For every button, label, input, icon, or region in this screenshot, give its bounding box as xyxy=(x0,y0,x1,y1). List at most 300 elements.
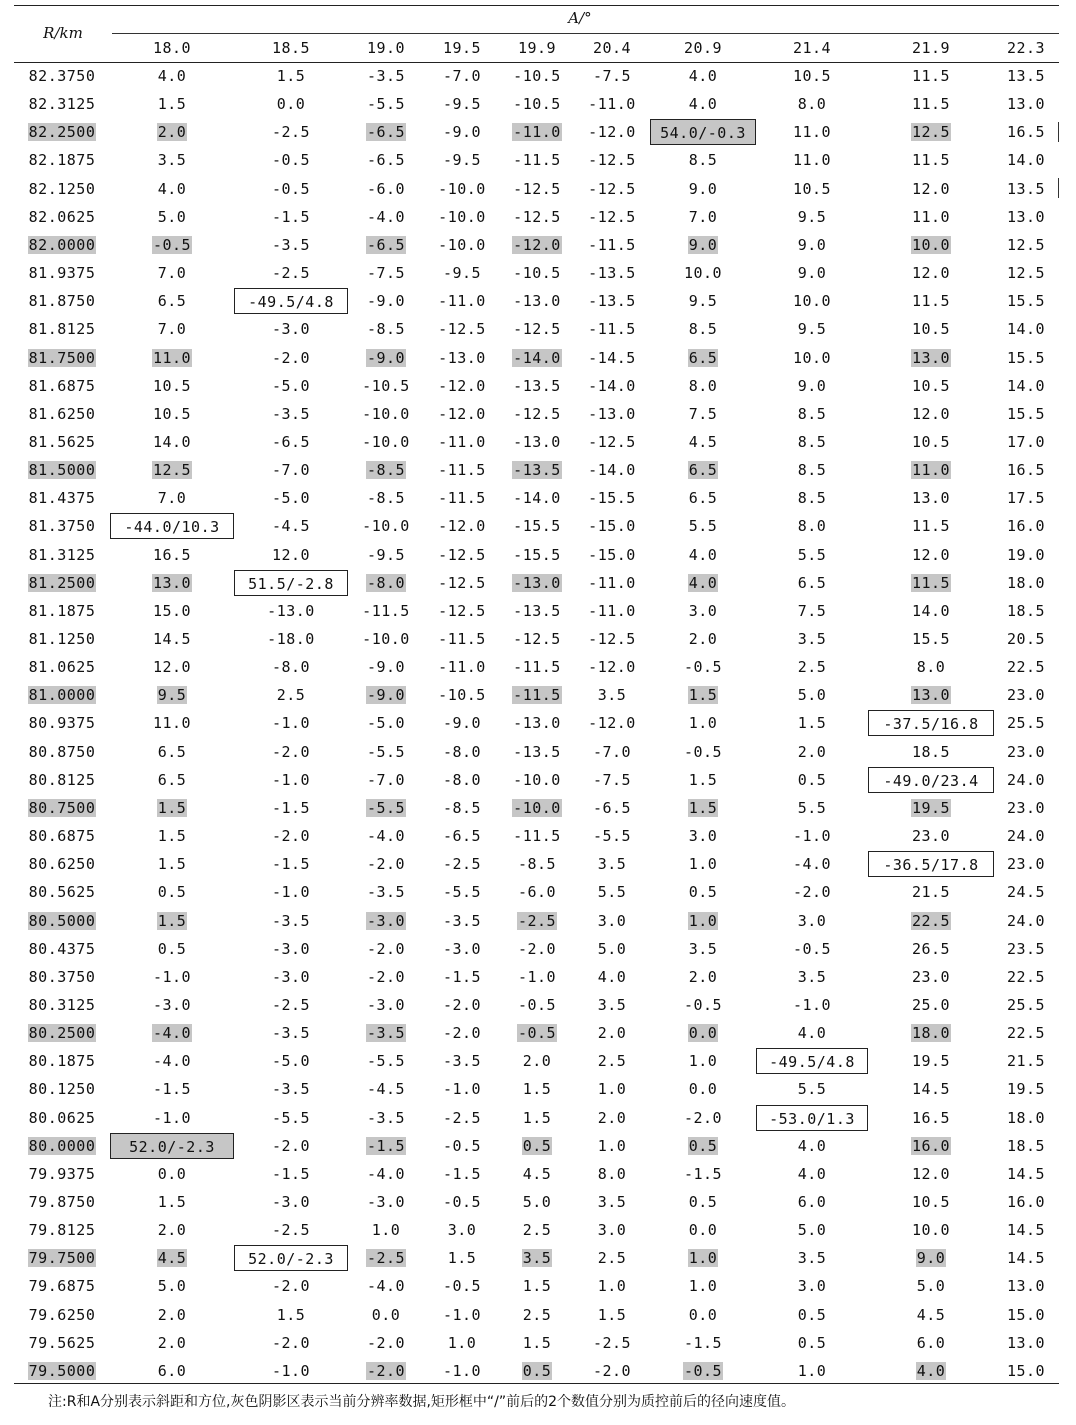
range-value: 82.1250 xyxy=(28,179,96,198)
velocity-value: -12.5 xyxy=(588,432,636,451)
velocity-value: -13.5 xyxy=(513,461,561,480)
velocity-cell xyxy=(981,878,1071,906)
velocity-value: -6.5 xyxy=(592,798,632,817)
velocity-cell xyxy=(567,1104,657,1132)
velocity-cell xyxy=(886,372,976,400)
velocity-cell xyxy=(658,878,748,906)
velocity-value: -1.0 xyxy=(442,1080,482,1099)
velocity-value: 1.5 xyxy=(797,714,827,733)
velocity-value: -2.5 xyxy=(442,855,482,874)
velocity-cell xyxy=(981,1047,1071,1075)
velocity-value: 3.5 xyxy=(797,1249,827,1268)
velocity-value: 1.0 xyxy=(447,1333,477,1352)
velocity-cell xyxy=(246,175,336,203)
velocity-value: 2.5 xyxy=(522,1221,552,1240)
velocity-value: -10.0 xyxy=(362,432,410,451)
range-value: 80.6250 xyxy=(28,855,96,874)
velocity-value: -5.0 xyxy=(366,714,406,733)
velocity-value: 1.5 xyxy=(522,1080,552,1099)
velocity-value: 22.5 xyxy=(1006,658,1046,677)
velocity-cell xyxy=(567,991,657,1019)
velocity-value: 12.0 xyxy=(911,179,951,198)
velocity-cell xyxy=(981,1301,1071,1329)
velocity-value: 18.5 xyxy=(1006,601,1046,620)
velocity-value: -1.0 xyxy=(792,827,832,846)
velocity-cell xyxy=(127,878,217,906)
velocity-value: 4.0 xyxy=(797,1024,827,1043)
velocity-value: -5.0 xyxy=(271,1052,311,1071)
velocity-cell xyxy=(981,1216,1071,1244)
velocity-value: 6.5 xyxy=(688,461,718,480)
velocity-value: 16.5 xyxy=(1006,123,1046,142)
velocity-value: -1.5 xyxy=(442,1164,482,1183)
velocity-value: 13.0 xyxy=(1006,207,1046,226)
velocity-value: -15.0 xyxy=(588,545,636,564)
range-value: 81.6875 xyxy=(28,376,96,395)
velocity-cell xyxy=(246,231,336,259)
velocity-cell xyxy=(658,1104,748,1132)
velocity-cell xyxy=(127,400,217,428)
velocity-value: 13.0 xyxy=(911,686,951,705)
range-cell xyxy=(14,400,110,428)
velocity-cell xyxy=(767,287,857,315)
range-cell xyxy=(14,991,110,1019)
velocity-value: -2.0 xyxy=(366,967,406,986)
velocity-value: 1.0 xyxy=(597,1277,627,1296)
range-value: 81.0625 xyxy=(28,658,96,677)
velocity-cell xyxy=(246,1272,336,1300)
velocity-value: 5.0 xyxy=(157,207,187,226)
velocity-cell xyxy=(567,1160,657,1188)
velocity-cell xyxy=(246,653,336,681)
velocity-value: -13.0 xyxy=(438,348,486,367)
velocity-value: -3.5 xyxy=(366,67,406,85)
velocity-value: 3.0 xyxy=(597,1221,627,1240)
range-value: 81.7500 xyxy=(28,348,96,367)
range-value: 81.0000 xyxy=(28,686,96,705)
velocity-value: -13.5 xyxy=(513,742,561,761)
velocity-value: -0.5 xyxy=(683,742,723,761)
range-cell xyxy=(14,146,110,174)
range-cell xyxy=(14,935,110,963)
velocity-value: -5.5 xyxy=(442,883,482,902)
velocity-cell xyxy=(658,1272,748,1300)
velocity-value: 11.0 xyxy=(152,348,192,367)
velocity-cell xyxy=(767,344,857,372)
velocity-cell xyxy=(567,738,657,766)
range-value: 81.3750 xyxy=(28,517,96,536)
velocity-cell xyxy=(981,1244,1071,1272)
velocity-cell xyxy=(981,259,1071,287)
velocity-cell xyxy=(767,146,857,174)
velocity-value: -6.5 xyxy=(366,123,406,142)
velocity-value: -6.5 xyxy=(271,432,311,451)
velocity-value: 4.0 xyxy=(688,545,718,564)
velocity-value: 3.5 xyxy=(597,686,627,705)
row-header-label: R/km xyxy=(43,24,83,42)
velocity-value: 9.5 xyxy=(157,686,187,705)
range-cell xyxy=(14,907,110,935)
velocity-cell xyxy=(886,315,976,343)
velocity-value: 8.5 xyxy=(688,151,718,170)
velocity-value: -4.0 xyxy=(366,1277,406,1296)
velocity-value: 4.0 xyxy=(797,1164,827,1183)
velocity-cell xyxy=(658,766,748,794)
velocity-value: -12.0 xyxy=(438,404,486,423)
range-value: 82.1875 xyxy=(28,151,96,170)
velocity-cell xyxy=(767,1357,857,1385)
velocity-value: 19.5 xyxy=(911,798,951,817)
velocity-value: -0.5 xyxy=(442,1193,482,1211)
velocity-cell xyxy=(767,822,857,850)
velocity-cell xyxy=(246,878,336,906)
velocity-value: 2.5 xyxy=(597,1249,627,1268)
velocity-value: 0.0 xyxy=(371,1305,401,1324)
velocity-value: 0.0 xyxy=(688,1305,718,1324)
column-group-label: A/° xyxy=(568,9,592,27)
velocity-cell xyxy=(127,1188,217,1216)
velocity-value: 4.0 xyxy=(916,1361,946,1380)
velocity-cell xyxy=(127,259,217,287)
range-cell xyxy=(14,878,110,906)
velocity-cell xyxy=(246,484,336,512)
velocity-value: 2.0 xyxy=(597,1108,627,1127)
velocity-cell xyxy=(246,681,336,709)
velocity-value: -3.5 xyxy=(366,1108,406,1127)
velocity-value: 4.0 xyxy=(157,179,187,198)
velocity-cell xyxy=(767,541,857,569)
velocity-cell xyxy=(981,1104,1071,1132)
velocity-value: 1.5 xyxy=(157,95,187,114)
velocity-value: -2.5 xyxy=(271,995,311,1014)
velocity-value: 15.5 xyxy=(1006,404,1046,423)
velocity-value: 18.5 xyxy=(1006,1136,1046,1155)
velocity-cell xyxy=(567,1019,657,1047)
velocity-value: -1.5 xyxy=(366,1136,406,1155)
velocity-value: 11.0 xyxy=(911,207,951,226)
velocity-value: -5.0 xyxy=(271,376,311,395)
velocity-cell xyxy=(567,231,657,259)
velocity-value: -2.0 xyxy=(442,1024,482,1043)
velocity-cell xyxy=(246,259,336,287)
velocity-cell xyxy=(127,794,217,822)
velocity-value: -3.5 xyxy=(271,1024,311,1043)
velocity-value: 3.5 xyxy=(157,151,187,170)
velocity-value: -11.0 xyxy=(588,573,636,592)
velocity-cell xyxy=(658,456,748,484)
velocity-cell xyxy=(127,287,217,315)
velocity-value: 12.5 xyxy=(1006,264,1046,283)
velocity-value: 5.0 xyxy=(797,686,827,705)
range-cell xyxy=(14,118,110,146)
velocity-value: 1.5 xyxy=(276,67,306,85)
velocity-value: -11.5 xyxy=(438,630,486,648)
velocity-value: -12.0 xyxy=(438,376,486,395)
velocity-value: 3.5 xyxy=(597,855,627,874)
velocity-cell xyxy=(886,1301,976,1329)
velocity-cell xyxy=(886,484,976,512)
range-cell xyxy=(14,1075,110,1103)
velocity-value: -11.0 xyxy=(438,292,486,311)
range-cell xyxy=(14,1104,110,1132)
velocity-value: 26.5 xyxy=(911,939,951,958)
velocity-cell xyxy=(127,709,217,737)
range-value: 79.5625 xyxy=(28,1333,96,1352)
range-cell xyxy=(14,1047,110,1075)
velocity-cell xyxy=(886,287,976,315)
velocity-cell xyxy=(567,62,657,90)
velocity-value: -12.5 xyxy=(438,545,486,564)
velocity-cell xyxy=(767,991,857,1019)
velocity-cell xyxy=(246,344,336,372)
range-value: 82.0625 xyxy=(28,207,96,226)
velocity-value: 9.0 xyxy=(797,376,827,395)
velocity-value: -10.5 xyxy=(513,95,561,114)
velocity-value: -7.5 xyxy=(592,770,632,789)
velocity-value: 2.0 xyxy=(522,1052,552,1071)
velocity-cell xyxy=(767,935,857,963)
velocity-value: 3.0 xyxy=(688,827,718,846)
velocity-value: 10.0 xyxy=(792,292,832,311)
velocity-value: 1.0 xyxy=(688,1052,718,1071)
velocity-cell xyxy=(767,175,857,203)
velocity-cell xyxy=(246,1216,336,1244)
velocity-value: -1.5 xyxy=(683,1333,723,1352)
velocity-cell xyxy=(246,400,336,428)
velocity-cell xyxy=(246,1075,336,1103)
velocity-cell xyxy=(567,1047,657,1075)
velocity-value: -6.0 xyxy=(366,179,406,198)
velocity-cell xyxy=(886,738,976,766)
velocity-cell xyxy=(246,625,336,653)
velocity-value: 6.5 xyxy=(688,489,718,508)
velocity-value: -4.0 xyxy=(152,1024,192,1043)
range-cell xyxy=(14,456,110,484)
velocity-value: -6.5 xyxy=(366,235,406,254)
velocity-value: 8.5 xyxy=(797,461,827,480)
velocity-cell xyxy=(886,794,976,822)
range-cell xyxy=(14,794,110,822)
velocity-value: 2.0 xyxy=(688,967,718,986)
range-value: 80.6875 xyxy=(28,827,96,846)
velocity-cell xyxy=(981,681,1071,709)
velocity-value: 2.0 xyxy=(597,1024,627,1043)
velocity-value: 14.5 xyxy=(911,1080,951,1099)
velocity-value: 18.0 xyxy=(911,1024,951,1043)
velocity-cell xyxy=(246,1301,336,1329)
range-value: 80.8750 xyxy=(28,742,96,761)
velocity-value: -15.5 xyxy=(588,489,636,508)
column-header: 19.0 xyxy=(366,39,406,57)
velocity-cell xyxy=(567,1357,657,1385)
velocity-value: 0.0 xyxy=(688,1024,718,1043)
velocity-value: -1.0 xyxy=(152,967,192,986)
velocity-value: 10.0 xyxy=(683,264,723,283)
velocity-value: -10.5 xyxy=(438,686,486,705)
velocity-cell xyxy=(567,541,657,569)
velocity-cell xyxy=(658,484,748,512)
velocity-cell xyxy=(981,512,1071,540)
velocity-value: 3.5 xyxy=(522,1249,552,1268)
velocity-cell xyxy=(767,569,857,597)
velocity-cell xyxy=(127,118,217,146)
velocity-value: -9.5 xyxy=(442,95,482,114)
velocity-value: 5.0 xyxy=(916,1277,946,1296)
velocity-value: 1.0 xyxy=(688,855,718,874)
velocity-value: -1.5 xyxy=(271,1164,311,1183)
velocity-value: -6.5 xyxy=(442,827,482,846)
velocity-cell xyxy=(127,935,217,963)
velocity-value: -1.0 xyxy=(271,770,311,789)
velocity-cell xyxy=(127,344,217,372)
velocity-value: 14.0 xyxy=(152,432,192,451)
velocity-cell xyxy=(127,1272,217,1300)
velocity-cell xyxy=(886,231,976,259)
velocity-value: 23.0 xyxy=(1006,742,1046,761)
velocity-cell xyxy=(767,597,857,625)
range-value: 80.0000 xyxy=(28,1136,96,1155)
range-cell xyxy=(14,1357,110,1385)
velocity-value: -1.0 xyxy=(271,714,311,733)
velocity-value: 12.5 xyxy=(911,123,951,142)
velocity-value: 15.5 xyxy=(911,630,951,648)
row-header xyxy=(20,24,106,42)
velocity-value: 7.0 xyxy=(157,264,187,283)
velocity-cell xyxy=(767,484,857,512)
velocity-cell xyxy=(981,1019,1071,1047)
velocity-value: 0.5 xyxy=(797,1305,827,1324)
velocity-value: 9.0 xyxy=(688,235,718,254)
velocity-value: 19.5 xyxy=(1006,1080,1046,1099)
velocity-value: 4.5 xyxy=(916,1305,946,1324)
velocity-value: -13.0 xyxy=(513,714,561,733)
velocity-cell xyxy=(127,1104,217,1132)
velocity-value: -2.0 xyxy=(366,939,406,958)
velocity-value: 3.5 xyxy=(597,1193,627,1211)
velocity-value: 4.5 xyxy=(688,432,718,451)
velocity-value: 5.5 xyxy=(797,1080,827,1099)
velocity-value: 7.5 xyxy=(797,601,827,620)
velocity-value: 11.5 xyxy=(911,67,951,85)
velocity-value: 23.0 xyxy=(911,827,951,846)
velocity-cell xyxy=(246,991,336,1019)
velocity-value: 6.0 xyxy=(916,1333,946,1352)
velocity-cell xyxy=(886,681,976,709)
velocity-cell xyxy=(658,1160,748,1188)
velocity-cell xyxy=(658,822,748,850)
velocity-value: -7.0 xyxy=(592,742,632,761)
velocity-cell xyxy=(127,315,217,343)
velocity-value: 6.0 xyxy=(157,1361,187,1380)
velocity-cell xyxy=(981,963,1071,991)
velocity-value: -11.5 xyxy=(513,151,561,170)
velocity-cell xyxy=(886,259,976,287)
velocity-value: 17.5 xyxy=(1006,489,1046,508)
velocity-cell xyxy=(981,456,1071,484)
velocity-cell xyxy=(981,709,1071,737)
velocity-value: 13.0 xyxy=(1006,1277,1046,1296)
range-cell xyxy=(14,484,110,512)
velocity-cell xyxy=(981,1329,1071,1357)
range-cell xyxy=(14,738,110,766)
velocity-value: 1.5 xyxy=(447,1249,477,1268)
velocity-cell xyxy=(767,315,857,343)
velocity-cell xyxy=(658,344,748,372)
velocity-cell xyxy=(981,625,1071,653)
velocity-value: 12.0 xyxy=(271,545,311,564)
velocity-value: 23.0 xyxy=(1006,686,1046,705)
velocity-cell xyxy=(658,738,748,766)
velocity-value: -12.0 xyxy=(438,517,486,536)
velocity-cell xyxy=(246,850,336,878)
velocity-value: -7.0 xyxy=(442,67,482,85)
velocity-cell xyxy=(127,625,217,653)
velocity-cell xyxy=(981,146,1071,174)
column-header: 21.4 xyxy=(792,39,832,57)
qc-boxed-cell: 54.0/-0.3 xyxy=(650,119,756,145)
velocity-value: 8.5 xyxy=(797,489,827,508)
velocity-cell xyxy=(658,1188,748,1216)
velocity-cell xyxy=(658,963,748,991)
velocity-value: 1.5 xyxy=(157,911,187,930)
velocity-cell xyxy=(127,372,217,400)
velocity-cell xyxy=(767,1329,857,1357)
velocity-value: 2.5 xyxy=(522,1305,552,1324)
velocity-value: 13.0 xyxy=(152,573,192,592)
velocity-value: -13.0 xyxy=(513,432,561,451)
velocity-value: 5.0 xyxy=(522,1193,552,1211)
range-cell xyxy=(14,681,110,709)
velocity-cell xyxy=(127,738,217,766)
velocity-value: -12.5 xyxy=(588,630,636,648)
velocity-value: -3.0 xyxy=(271,967,311,986)
velocity-cell xyxy=(567,400,657,428)
velocity-value: 3.0 xyxy=(688,601,718,620)
velocity-value: -1.5 xyxy=(152,1080,192,1099)
velocity-value: 4.0 xyxy=(797,1136,827,1155)
velocity-value: -8.0 xyxy=(442,742,482,761)
velocity-value: 9.0 xyxy=(797,264,827,283)
velocity-value: -10.0 xyxy=(513,798,561,817)
velocity-cell xyxy=(127,1244,217,1272)
velocity-value: 2.0 xyxy=(797,742,827,761)
range-cell xyxy=(14,822,110,850)
velocity-value: -8.5 xyxy=(442,798,482,817)
velocity-value: 11.5 xyxy=(911,95,951,114)
velocity-value: -2.0 xyxy=(271,348,311,367)
velocity-value: -10.0 xyxy=(513,770,561,789)
velocity-cell xyxy=(246,118,336,146)
velocity-cell xyxy=(567,709,657,737)
velocity-value: -1.0 xyxy=(517,967,557,986)
velocity-value: -2.5 xyxy=(366,1249,406,1268)
range-cell xyxy=(14,541,110,569)
velocity-cell xyxy=(886,456,976,484)
velocity-cell xyxy=(246,1132,336,1160)
velocity-value: 15.0 xyxy=(1006,1305,1046,1324)
velocity-cell xyxy=(767,1132,857,1160)
velocity-cell xyxy=(981,231,1071,259)
velocity-cell xyxy=(246,512,336,540)
range-cell xyxy=(14,597,110,625)
velocity-value: -14.0 xyxy=(588,461,636,480)
velocity-value: -11.5 xyxy=(513,658,561,677)
velocity-cell xyxy=(658,1019,748,1047)
range-value: 79.8750 xyxy=(28,1193,96,1211)
velocity-cell xyxy=(767,1075,857,1103)
velocity-cell xyxy=(658,175,748,203)
velocity-cell xyxy=(246,1188,336,1216)
